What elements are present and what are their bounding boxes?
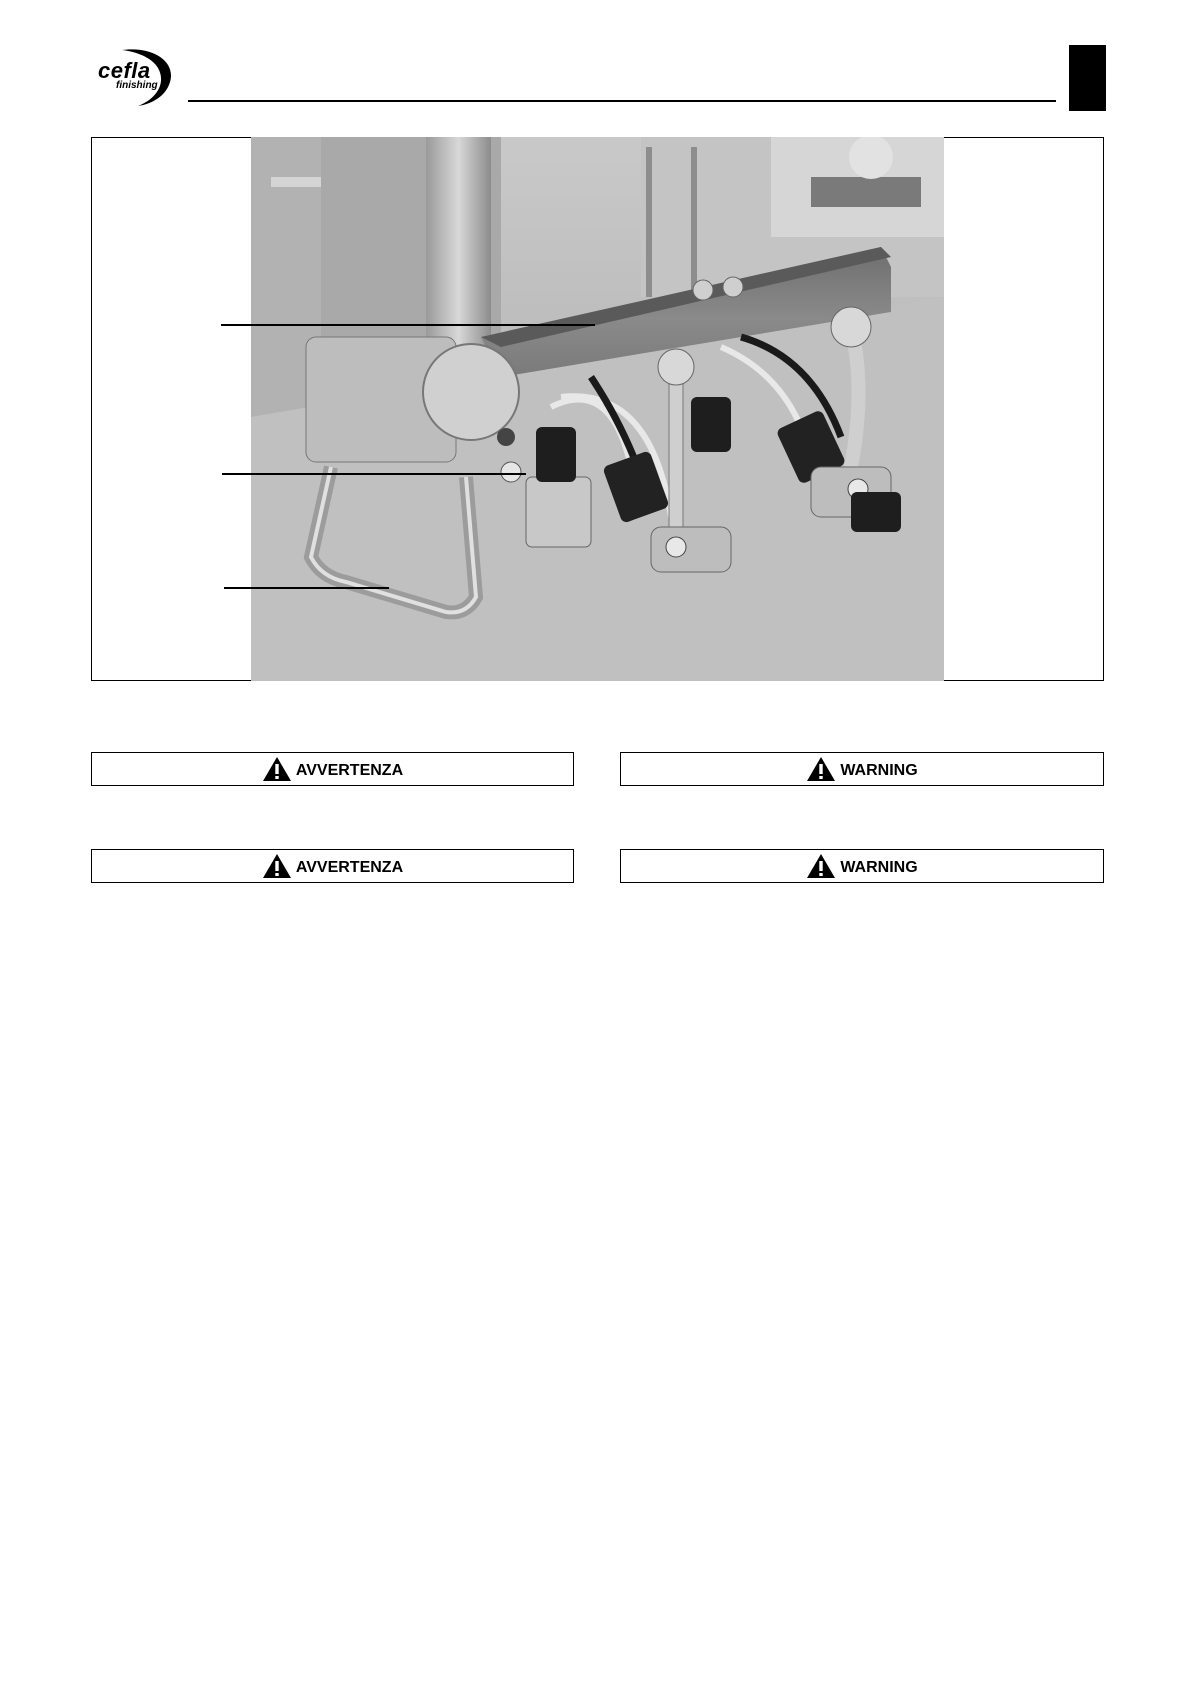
- warning-label: WARNING: [840, 858, 918, 876]
- warning-box-en-1: [620, 752, 1104, 786]
- section-tab-block: [1069, 45, 1106, 111]
- cefla-finishing-logo: [94, 44, 174, 106]
- warning-triangle-icon: [806, 756, 836, 782]
- warning-triangle-icon: [262, 853, 292, 879]
- header-rule: [188, 100, 1056, 102]
- logo-main-text: cefla: [98, 58, 151, 83]
- warning-label: WARNING: [840, 761, 918, 779]
- warning-box-it-2: [91, 849, 574, 883]
- warning-label: AVVERTENZA: [295, 858, 404, 876]
- warning-label: AVVERTENZA: [295, 761, 404, 779]
- spray-gun-assembly-image: [251, 137, 944, 681]
- machine-photo: [251, 137, 944, 681]
- logo-sub-text: finishing: [116, 80, 158, 91]
- warning-box-en-2: [620, 849, 1104, 883]
- callout-leader-1: [221, 324, 595, 326]
- warning-triangle-icon: [262, 756, 292, 782]
- warning-triangle-icon: [806, 853, 836, 879]
- warning-box-it-1: [91, 752, 574, 786]
- callout-leader-2: [222, 473, 526, 475]
- callout-leader-3: [224, 587, 389, 589]
